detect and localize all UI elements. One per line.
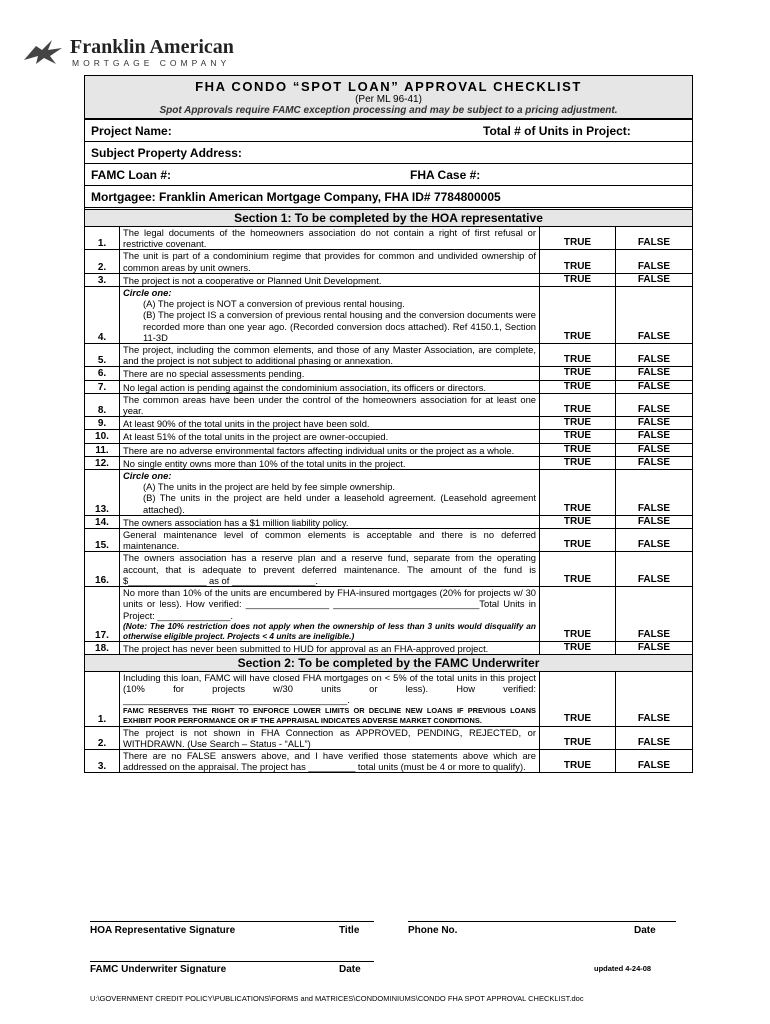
project-name-label: Project Name: xyxy=(91,124,172,138)
form-note: Spot Approvals require FAMC exception processing and may be subject to a pricing adjustment. xyxy=(159,105,618,116)
item-statement xyxy=(120,273,540,286)
item-number: 14. xyxy=(85,515,120,528)
true-option[interactable]: TRUE xyxy=(540,470,616,516)
form-title: FHA CONDO “SPOT LOAN” APPROVAL CHECKLIST xyxy=(195,79,582,94)
true-option[interactable]: TRUE xyxy=(540,443,616,456)
item-number: 2. xyxy=(85,726,120,749)
statement-text: There are no adverse environmental factors affecting individual units or the project as a whole. xyxy=(123,444,515,456)
false-option[interactable]: FALSE xyxy=(616,641,693,654)
hoa-signature-line[interactable] xyxy=(90,921,374,922)
true-option[interactable]: TRUE xyxy=(540,552,616,587)
item-statement xyxy=(120,393,540,416)
checklist-row xyxy=(85,287,692,344)
hoa-signature-label: HOA Representative Signature xyxy=(90,925,236,936)
statement-text: At least 51% of the total units in the project are owner-occupied. xyxy=(123,431,389,443)
item-statement xyxy=(120,641,540,654)
item-statement xyxy=(120,749,540,772)
false-option[interactable]: FALSE xyxy=(616,393,693,416)
false-option[interactable]: FALSE xyxy=(616,227,693,250)
false-option[interactable]: FALSE xyxy=(616,273,693,286)
checklist-row xyxy=(85,430,692,443)
checklist-form xyxy=(84,75,693,773)
statement-text: At least 90% of the total units in the project have been sold. xyxy=(123,418,370,430)
item-number: 3. xyxy=(85,749,120,772)
circle-one-label: Circle one: xyxy=(123,287,172,299)
item-number: 10. xyxy=(85,430,120,443)
item-number: 1. xyxy=(85,227,120,250)
item-number: 4. xyxy=(85,287,120,344)
item-statement xyxy=(120,443,540,456)
item-statement xyxy=(120,344,540,367)
statement-text: The unit is part of a condominium regime that provides for common and undivided ownership of common areas by unit owners. xyxy=(123,250,536,273)
item-number: 5. xyxy=(85,344,120,367)
famc-signature-line[interactable] xyxy=(90,961,374,962)
address-row[interactable] xyxy=(85,142,692,164)
checklist-row xyxy=(85,726,692,749)
checklist-row xyxy=(85,470,692,516)
circle-one-label: Circle one: xyxy=(123,470,172,482)
true-option[interactable]: TRUE xyxy=(540,430,616,443)
statement-text: The project has never been submitted to HUD for approval as an FHA-approved project. xyxy=(123,642,489,654)
true-option[interactable]: TRUE xyxy=(540,380,616,393)
checklist-row xyxy=(85,515,692,528)
false-option[interactable]: FALSE xyxy=(616,250,693,273)
statement-text: There are no FALSE answers above, and I have verified those statements above which are addressed on the appraisal. The project has _________ total units (must be 4 or more to qualify). xyxy=(123,749,536,773)
item-statement xyxy=(120,367,540,380)
statement-text: The legal documents of the homeowners association do not contain a right of first refusal or restrictive covenant. xyxy=(123,227,536,250)
option-text: (B) The project IS a conversion of previous rental housing and the conversion documents were recorded more than one year ago. (Recorded conversion docs attached). Ref 4150.1, Section 11-3D xyxy=(143,309,536,343)
item-number: 1. xyxy=(85,672,120,726)
item-statement xyxy=(120,417,540,430)
true-option[interactable]: TRUE xyxy=(540,287,616,344)
false-option[interactable]: FALSE xyxy=(616,417,693,430)
item-statement xyxy=(120,430,540,443)
phone-label: Phone No. xyxy=(408,925,458,936)
item-statement xyxy=(120,587,540,642)
item-number: 13. xyxy=(85,470,120,516)
item-number: 3. xyxy=(85,273,120,286)
checklist-row xyxy=(85,443,692,456)
false-option[interactable]: FALSE xyxy=(616,529,693,552)
statement-text: No single entity owns more than 10% of the total units in the project. xyxy=(123,457,406,469)
false-option[interactable]: FALSE xyxy=(616,456,693,469)
statement-text: General maintenance level of common elements is acceptable and there is no deferred maintenance. xyxy=(123,529,536,552)
statement-text: The owners association has a reserve plan and a reserve fund, separate from the operating account, that is adequate to prevent deferred maintenance. The amount of the fund is $_______________ as of ________________. xyxy=(123,552,536,586)
item-number: 15. xyxy=(85,529,120,552)
true-option[interactable]: TRUE xyxy=(540,749,616,772)
false-option[interactable]: FALSE xyxy=(616,443,693,456)
statement-text: The project, including the common elements, and those of any Master Association, are complete, and the project is not subject to additional phasing or annexation. xyxy=(123,344,536,367)
false-option[interactable]: FALSE xyxy=(616,749,693,772)
statement-text: Including this loan, FAMC will have closed FHA mortgages on < 5% of the total units in this project (10% for projects w/30 units or less). How verified: ___________________________________________. xyxy=(123,671,536,706)
total-units-label: Total # of Units in Project: xyxy=(483,124,631,138)
false-option[interactable]: FALSE xyxy=(616,344,693,367)
checklist-row xyxy=(85,417,692,430)
false-option[interactable]: FALSE xyxy=(616,380,693,393)
item-disclaimer: FAMC RESERVES THE RIGHT TO ENFORCE LOWER LIMITS OR DECLINE NEW LOANS IF PREVIOUS LOANS EXHIBIT POOR PERFORMANCE OR IF THE APPRAISAL INDICATES ADVERSE MARKET CONDITIONS. xyxy=(123,705,536,725)
statement-text: The project is not shown in FHA Connection as APPROVED, PENDING, REJECTED, or WITHDRAWN. (Use Search – Status - “ALL”) xyxy=(123,726,536,749)
item-statement xyxy=(120,552,540,587)
title-label: Title xyxy=(339,925,360,936)
true-option[interactable]: TRUE xyxy=(540,344,616,367)
false-option[interactable]: FALSE xyxy=(616,287,693,344)
company-logo xyxy=(22,36,242,72)
checklist-row xyxy=(85,587,692,642)
updated-date: updated 4-24-08 xyxy=(594,964,652,973)
famc-date-label: Date xyxy=(339,964,361,975)
item-number: 16. xyxy=(85,552,120,587)
false-option[interactable]: FALSE xyxy=(616,587,693,642)
checklist-row xyxy=(85,529,692,552)
item-statement xyxy=(120,456,540,469)
item-statement xyxy=(120,672,540,726)
checklist-row xyxy=(85,227,692,250)
statement-text: There are no special assessments pending. xyxy=(123,368,305,380)
checklist-row xyxy=(85,273,692,286)
item-statement xyxy=(120,470,540,516)
item-statement xyxy=(120,529,540,552)
section2-title: Section 2: To be completed by the FAMC Underwriter xyxy=(85,654,692,672)
item-statement xyxy=(120,227,540,250)
project-name-row[interactable] xyxy=(85,120,692,142)
eagle-icon xyxy=(22,38,66,68)
true-option[interactable]: TRUE xyxy=(540,417,616,430)
true-option[interactable]: TRUE xyxy=(540,587,616,642)
statement-text: The project is not a cooperative or Planned Unit Development. xyxy=(123,274,382,286)
form-header xyxy=(85,76,692,120)
famc-signature-label: FAMC Underwriter Signature xyxy=(90,964,227,975)
phone-date-line[interactable] xyxy=(408,921,676,922)
section1-title: Section 1: To be completed by the HOA representative xyxy=(85,210,692,227)
false-option[interactable]: FALSE xyxy=(616,367,693,380)
mortgagee-row xyxy=(85,186,692,210)
true-option[interactable]: TRUE xyxy=(540,227,616,250)
item-statement xyxy=(120,726,540,749)
true-option[interactable]: TRUE xyxy=(540,393,616,416)
true-option[interactable]: TRUE xyxy=(540,367,616,380)
false-option[interactable]: FALSE xyxy=(616,672,693,726)
item-number: 7. xyxy=(85,380,120,393)
statement-text: No legal action is pending against the condominium association, its officers or directors. xyxy=(123,381,487,393)
true-option[interactable]: TRUE xyxy=(540,672,616,726)
checklist-row xyxy=(85,456,692,469)
false-option[interactable]: FALSE xyxy=(616,552,693,587)
item-statement xyxy=(120,380,540,393)
true-option[interactable]: TRUE xyxy=(540,456,616,469)
checklist-row xyxy=(85,552,692,587)
true-option[interactable]: TRUE xyxy=(540,641,616,654)
item-number: 9. xyxy=(85,417,120,430)
statement-text: The common areas have been under the control of the homeowners association for at least one year. xyxy=(123,393,536,417)
company-name: Franklin American xyxy=(70,36,234,58)
true-option[interactable]: TRUE xyxy=(540,273,616,286)
item-number: 12. xyxy=(85,456,120,469)
false-option[interactable]: FALSE xyxy=(616,470,693,516)
file-path-footer: U:\GOVERNMENT CREDIT POLICY\PUBLICATIONS\FORMS and MATRICES\CONDOMINIUMS\CONDO FHA SPOT APPROVAL CHECKLIST.doc xyxy=(90,994,584,1003)
true-option[interactable]: TRUE xyxy=(540,726,616,749)
item-note: (Note: The 10% restriction does not apply when the ownership of less than 3 units would disqualify an otherwise eligible project. Projects < 4 units are ineligible.) xyxy=(123,620,536,641)
company-subtitle: MORTGAGE COMPANY xyxy=(72,58,231,68)
checklist-row xyxy=(85,344,692,367)
item-number: 18. xyxy=(85,641,120,654)
loan-row[interactable] xyxy=(85,164,692,186)
date-label: Date xyxy=(634,925,656,936)
address-label: Subject Property Address: xyxy=(91,146,242,160)
true-option[interactable]: TRUE xyxy=(540,529,616,552)
option-text: (A) The units in the project are held by fee simple ownership. xyxy=(143,481,396,493)
item-number: 6. xyxy=(85,367,120,380)
true-option[interactable]: TRUE xyxy=(540,515,616,528)
form-reference: (Per ML 96-41) xyxy=(355,94,422,105)
checklist-row xyxy=(85,380,692,393)
true-option[interactable]: TRUE xyxy=(540,250,616,273)
item-number: 2. xyxy=(85,250,120,273)
item-number: 8. xyxy=(85,393,120,416)
item-statement xyxy=(120,250,540,273)
fha-case-label: FHA Case #: xyxy=(410,168,481,182)
checklist-row xyxy=(85,393,692,416)
option-text: (A) The project is NOT a conversion of previous rental housing. xyxy=(143,298,405,310)
checklist-row xyxy=(85,672,692,726)
mortgagee-label: Mortgagee: Franklin American Mortgage Company, FHA ID# 7784800005 xyxy=(91,190,501,204)
famc-loan-label: FAMC Loan #: xyxy=(91,168,171,182)
false-option[interactable]: FALSE xyxy=(616,726,693,749)
checklist-row xyxy=(85,367,692,380)
section1-table xyxy=(85,227,692,654)
item-number: 17. xyxy=(85,587,120,642)
item-number: 11. xyxy=(85,443,120,456)
option-text: (B) The units in the project are held under a leasehold agreement. (Leasehold agreement attached). xyxy=(143,492,536,515)
item-statement xyxy=(120,287,540,344)
false-option[interactable]: FALSE xyxy=(616,515,693,528)
false-option[interactable]: FALSE xyxy=(616,430,693,443)
item-statement xyxy=(120,515,540,528)
checklist-row xyxy=(85,250,692,273)
section2-table xyxy=(85,672,692,772)
statement-text: No more than 10% of the units are encumbered by FHA-insured mortgages (20% for projects w/ 30 units or less). How verified: ________________ ____________________________Total Units in Project: ______________. xyxy=(123,587,536,621)
statement-text: The owners association has a $1 million liability policy. xyxy=(123,516,349,528)
checklist-row xyxy=(85,641,692,654)
checklist-row xyxy=(85,749,692,772)
